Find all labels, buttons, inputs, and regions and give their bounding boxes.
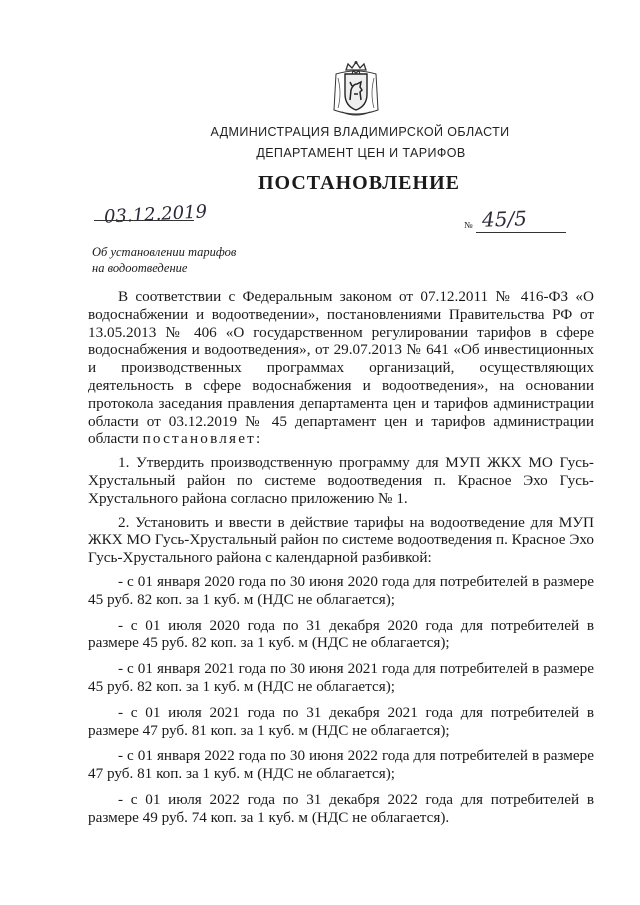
item-2-paragraph: 2. Установить и ввести в действие тарифы на водоотведение для МУП ЖКХ МО Гусь-Хрустальный район по системе водоотведения п. Красное Эхо Гусь-Хрустального района с календарной разбивкой: (88, 513, 594, 567)
document-subject (92, 244, 236, 276)
date-underline (94, 220, 194, 221)
intro-verb: постановляет: (142, 430, 263, 448)
document-title: ПОСТАНОВЛЕНИЕ (258, 172, 460, 194)
number-label: № (464, 220, 473, 230)
coat-of-arms-icon (330, 60, 382, 120)
intro-paragraph (88, 288, 594, 448)
tariff-item: - с 01 января 2020 года по 30 июня 2020 года для потребителей в размере 45 руб. 82 коп. за 1 куб. м (НДС не облагается); (88, 572, 594, 608)
document-date: 03.12.2019 (103, 201, 208, 228)
tariff-item: - с 01 июля 2022 года по 31 декабря 2022 года для потребителей в размере 49 руб. 74 коп. за 1 куб. м (НДС не облагается). (88, 790, 594, 826)
tariff-item: - с 01 июля 2021 года по 31 декабря 2021 года для потребителей в размере 47 руб. 81 коп. за 1 куб. м (НДС не облагается); (88, 703, 594, 739)
tariff-item: - с 01 июля 2020 года по 31 декабря 2020 года для потребителей в размере 45 руб. 82 коп. за 1 куб. м (НДС не облагается); (88, 616, 594, 652)
number-underline (476, 232, 566, 233)
tariff-item: - с 01 января 2022 года по 30 июня 2022 года для потребителей в размере 47 руб. 81 коп. за 1 куб. м (НДС не облагается); (88, 747, 594, 783)
document-body (88, 288, 594, 835)
org-name-line1: АДМИНИСТРАЦИЯ ВЛАДИМИРСКОЙ ОБЛАСТИ (210, 125, 510, 139)
document-number: 45/5 (481, 206, 528, 232)
subject-line2: на водоотведение (92, 261, 188, 275)
intro-text: В соответствии с Федеральным законом от 07.12.2011 № 416-ФЗ «О водоснабжении и водоотведении», постановлениями Правительства РФ от 13.05.2013 № 406 «О государственном регулировании тарифов в сфере водоснабжения и водоотведения», от 29.07.2013 № 641 «Об инвестиционных и производственных программах организаций, осуществляющих деятельность в сфере водоснабжения и водоотведения», на основании протокола заседания правления департамента цен и тарифов администрации области от 03.12.2019 № 45 департамент цен и тарифов администрации области (88, 288, 594, 448)
item-1-paragraph: 1. Утвердить производственную программу для МУП ЖКХ МО Гусь-Хрустальный район по системе водоотведения п. Красное Эхо Гусь-Хрустального района согласно приложению № 1. (88, 454, 594, 507)
org-name-line2: ДЕПАРТАМЕНТ ЦЕН И ТАРИФОВ (256, 146, 466, 160)
subject-line1: Об установлении тарифов (92, 245, 237, 259)
tariff-item: - с 01 января 2021 года по 30 июня 2021 года для потребителей в размере 45 руб. 82 коп. за 1 куб. м (НДС не облагается); (88, 660, 594, 695)
